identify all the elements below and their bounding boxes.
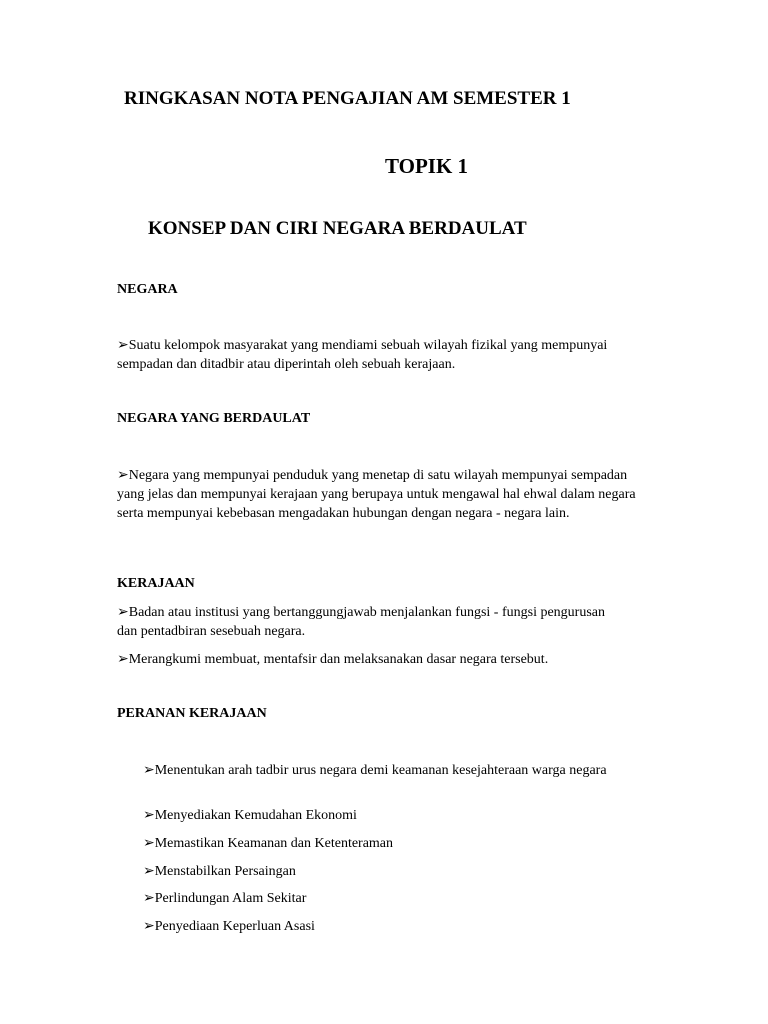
bullet-arrow-icon: ➢ — [143, 864, 155, 879]
bullet-arrow-icon: ➢ — [117, 468, 129, 483]
list-item — [143, 806, 643, 825]
list-item-text: Menyediakan Kemudahan Ekonomi — [154, 808, 357, 823]
list-item — [117, 603, 627, 641]
list-item — [117, 650, 657, 669]
section-heading-negara-berdaulat: NEGARA YANG BERDAULAT — [117, 411, 311, 426]
list-item — [117, 466, 637, 523]
list-item — [117, 336, 637, 374]
list-item-text: Badan atau institusi yang bertanggungjawab menjalankan fungsi - fungsi pengurusan dan pentadbiran sesebuah negara. — [117, 605, 606, 639]
list-item-text: Menentukan arah tadbir urus negara demi keamanan kesejahteraan warga negara — [154, 763, 607, 778]
topic-heading: TOPIK 1 — [385, 154, 469, 178]
list-item — [143, 917, 643, 936]
list-item — [143, 862, 643, 881]
bullet-arrow-icon: ➢ — [117, 338, 129, 353]
section-heading-kerajaan: KERAJAAN — [117, 576, 195, 591]
bullet-arrow-icon: ➢ — [143, 891, 155, 906]
list-item-text: Perlindungan Alam Sekitar — [154, 891, 307, 906]
bullet-arrow-icon: ➢ — [143, 919, 155, 934]
list-item-text: Memastikan Keamanan dan Ketenteraman — [154, 836, 394, 851]
list-item-text: Penyediaan Keperluan Asasi — [154, 919, 315, 934]
list-item — [143, 761, 643, 780]
bullet-arrow-icon: ➢ — [143, 836, 155, 851]
list-item-text: Menstabilkan Persaingan — [154, 864, 296, 879]
section-heading-peranan-kerajaan: PERANAN KERAJAAN — [117, 706, 267, 721]
bullet-arrow-icon: ➢ — [143, 763, 155, 778]
list-item-text: Negara yang mempunyai penduduk yang menetap di satu wilayah mempunyai sempadan yang jelas dan mempunyai kerajaan yang berupaya untuk mengawal hal ehwal dalam negara serta mempunyai kebebasan mengadakan hubungan dengan negara - negara lain. — [117, 468, 636, 521]
list-item-text: Suatu kelompok masyarakat yang mendiami sebuah wilayah fizikal yang mempunyai sempadan dan ditadbir atau diperintah oleh sebuah kerajaan. — [117, 338, 608, 372]
list-item-text: Merangkumi membuat, mentafsir dan melaksanakan dasar negara tersebut. — [128, 652, 549, 667]
document-title: RINGKASAN NOTA PENGAJIAN AM SEMESTER 1 — [124, 88, 571, 109]
subtitle-heading: KONSEP DAN CIRI NEGARA BERDAULAT — [148, 218, 527, 239]
bullet-arrow-icon: ➢ — [117, 652, 129, 667]
list-item — [143, 834, 643, 853]
list-item — [143, 889, 643, 908]
bullet-arrow-icon: ➢ — [117, 605, 129, 620]
bullet-arrow-icon: ➢ — [143, 808, 155, 823]
section-heading-negara: NEGARA — [117, 282, 178, 297]
